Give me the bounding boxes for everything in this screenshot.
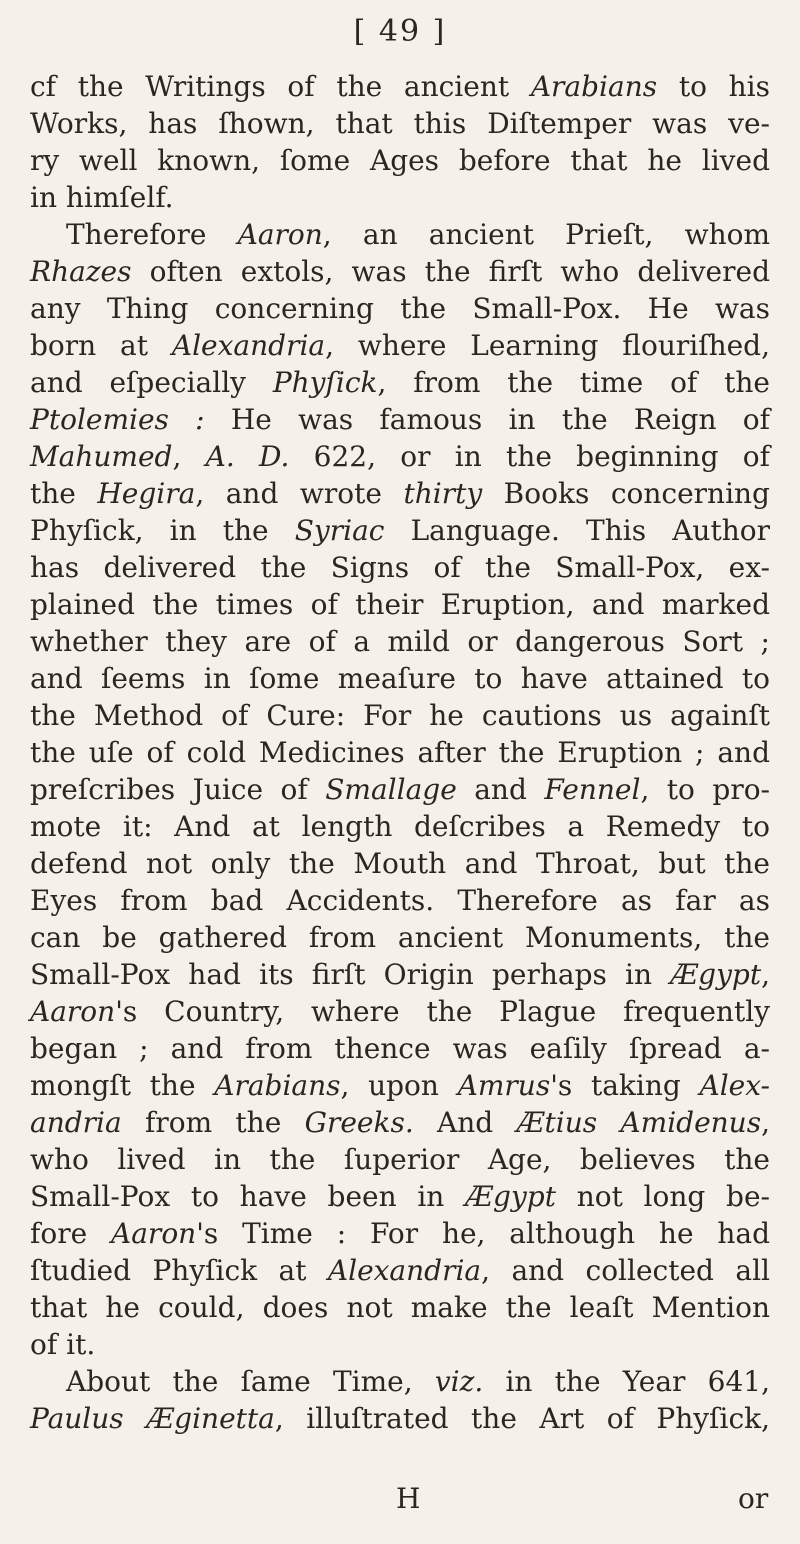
- italic-text: A. D.: [205, 440, 290, 473]
- text-span: Small-Pox to have been in: [30, 1180, 466, 1213]
- text-line: [30, 1178, 770, 1215]
- text-line: [30, 1104, 770, 1141]
- text-span: Small-Pox had its firſt Origin perhaps in: [30, 958, 671, 991]
- italic-text: andria: [30, 1106, 122, 1139]
- text-span: of it.: [30, 1328, 96, 1361]
- italic-text: Fennel: [544, 773, 641, 806]
- italic-text: Paulus Æginetta: [30, 1402, 275, 1435]
- text-line: [30, 549, 770, 586]
- italic-text: Ptolemies :: [30, 403, 205, 436]
- text-span: About the ſame Time,: [66, 1365, 435, 1398]
- text-span: 622, or in the beginning of: [289, 440, 771, 473]
- text-line: [30, 1141, 770, 1178]
- text-line: [30, 1400, 770, 1437]
- text-line: [30, 882, 770, 919]
- text-span: began ; and from thence was eaſily ſpread a-: [30, 1032, 770, 1065]
- text-span: often extols, was the firſt who delivered: [131, 255, 770, 288]
- text-line: [30, 475, 770, 512]
- italic-text: Arabians: [214, 1069, 341, 1102]
- italic-text: Ægypt: [670, 958, 762, 991]
- text-span: the Method of Cure: For he cautions us againſt: [30, 699, 770, 732]
- text-span: , to pro-: [640, 773, 771, 806]
- italic-text: Phyſick: [272, 366, 378, 399]
- italic-text: Alexandria: [327, 1254, 482, 1287]
- text-span: ſtudied Phyſick at: [30, 1254, 328, 1287]
- italic-text: thirty: [403, 477, 483, 510]
- italic-text: Ægypt: [465, 1180, 556, 1213]
- text-line: [30, 697, 770, 734]
- text-line: [30, 1363, 770, 1400]
- text-span: the uſe of cold Medicines after the Eruption ; and: [30, 736, 770, 769]
- italic-text: Mahumed: [30, 440, 173, 473]
- text-span: ry well known, ſome Ages before that he lived: [30, 144, 770, 177]
- text-span: plained the times of their Eruption, and marked: [30, 588, 770, 621]
- italic-text: Alex-: [699, 1069, 770, 1102]
- text-span: 's Time : For he, although he had: [196, 1217, 770, 1250]
- text-span: 's taking: [550, 1069, 700, 1102]
- text-line: [30, 105, 770, 142]
- text-span: , an ancient Prieſt, whom: [322, 218, 771, 251]
- text-span: , upon: [340, 1069, 458, 1102]
- text-span: And: [413, 1106, 517, 1139]
- catchword: or: [738, 1482, 769, 1515]
- text-span: born at: [30, 329, 172, 362]
- text-span: and ſeems in ſome meaſure to have attained to: [30, 662, 770, 695]
- italic-text: Hegira: [97, 477, 196, 510]
- text-span: 's Country, where the Plague frequently: [115, 995, 770, 1028]
- text-span: fore: [30, 1217, 112, 1250]
- text-line: [30, 216, 770, 253]
- italic-text: Amrus: [457, 1069, 551, 1102]
- italic-text: Aaron: [237, 218, 323, 251]
- text-span: He was famous in the Reign of: [204, 403, 770, 436]
- text-span: ,: [761, 958, 770, 991]
- text-line: [30, 364, 770, 401]
- text-line: [30, 512, 770, 549]
- text-line: [30, 771, 770, 808]
- text-line: [30, 290, 770, 327]
- text-line: [30, 142, 770, 179]
- text-line: [30, 734, 770, 771]
- text-line: [30, 660, 770, 697]
- italic-text: Ætius Amidenus: [516, 1106, 762, 1139]
- italic-text: Arabians: [530, 70, 658, 103]
- text-line: [30, 253, 770, 290]
- text-span: Phyſick, in the: [30, 514, 295, 547]
- italic-text: Smallage: [325, 773, 457, 806]
- text-span: ,: [172, 440, 206, 473]
- italic-text: Aaron: [111, 1217, 197, 1250]
- italic-text: Greeks.: [304, 1106, 414, 1139]
- text-span: cf the Writings of the ancient: [30, 70, 531, 103]
- text-span: in himſelf.: [30, 181, 174, 214]
- italic-text: viz.: [434, 1365, 484, 1398]
- text-line: [30, 993, 770, 1030]
- text-span: Eyes from bad Accidents. Therefore as far as: [30, 884, 770, 917]
- text-line: [30, 1326, 770, 1363]
- text-span: defend not only the Mouth and Throat, but the: [30, 847, 770, 880]
- text-span: ,: [761, 1106, 770, 1139]
- text-span: , where Learning flouriſhed,: [325, 329, 770, 362]
- text-line: [30, 438, 770, 475]
- text-span: , from the time of the: [377, 366, 770, 399]
- text-line: [30, 845, 770, 882]
- text-span: not long be-: [555, 1180, 770, 1213]
- text-span: Books concerning: [482, 477, 770, 510]
- text-span: , and wrote: [195, 477, 404, 510]
- text-line: [30, 1067, 770, 1104]
- text-line: [30, 919, 770, 956]
- text-line: [30, 179, 770, 216]
- text-line: [30, 1252, 770, 1289]
- text-line: [30, 1215, 770, 1252]
- text-line: [30, 327, 770, 364]
- text-line: [30, 956, 770, 993]
- text-line: [30, 586, 770, 623]
- text-span: the: [30, 477, 98, 510]
- text-span: has delivered the Signs of the Small-Pox, ex-: [30, 551, 770, 584]
- text-line: [30, 1289, 770, 1326]
- text-span: , and collected all: [481, 1254, 770, 1287]
- signature-mark: H: [396, 1482, 421, 1515]
- text-span: that he could, does not make the leaſt Mention: [30, 1291, 770, 1324]
- text-span: can be gathered from ancient Monuments, the: [30, 921, 770, 954]
- italic-text: Rhazes: [30, 255, 132, 288]
- text-span: preſcribes Juice of: [30, 773, 326, 806]
- text-span: whether they are of a mild or dangerous Sort ;: [30, 625, 770, 658]
- text-span: who lived in the ſuperior Age, believes the: [30, 1143, 770, 1176]
- body-text: [30, 68, 770, 1437]
- text-span: Works, has ſhown, that this Diſtemper was ve-: [30, 107, 770, 140]
- text-span: from the: [121, 1106, 305, 1139]
- page-number: [ 49 ]: [353, 14, 447, 49]
- text-span: and: [456, 773, 545, 806]
- italic-text: Syriac: [294, 514, 385, 547]
- text-span: any Thing concerning the Small-Pox. He was: [30, 292, 770, 325]
- text-line: [30, 68, 770, 105]
- text-line: [30, 623, 770, 660]
- text-span: to his: [657, 70, 770, 103]
- text-span: mote it: And at length deſcribes a Remedy to: [30, 810, 770, 843]
- italic-text: Aaron: [30, 995, 116, 1028]
- text-span: and eſpecially: [30, 366, 273, 399]
- italic-text: Alexandria: [171, 329, 326, 362]
- text-line: [30, 808, 770, 845]
- text-line: [30, 401, 770, 438]
- text-span: , illuſtrated the Art of Phyſick,: [274, 1402, 770, 1435]
- text-line: [30, 1030, 770, 1067]
- text-span: Therefore: [66, 218, 238, 251]
- text-span: Language. This Author: [384, 514, 770, 547]
- text-span: mongſt the: [30, 1069, 215, 1102]
- text-span: in the Year 641,: [483, 1365, 770, 1398]
